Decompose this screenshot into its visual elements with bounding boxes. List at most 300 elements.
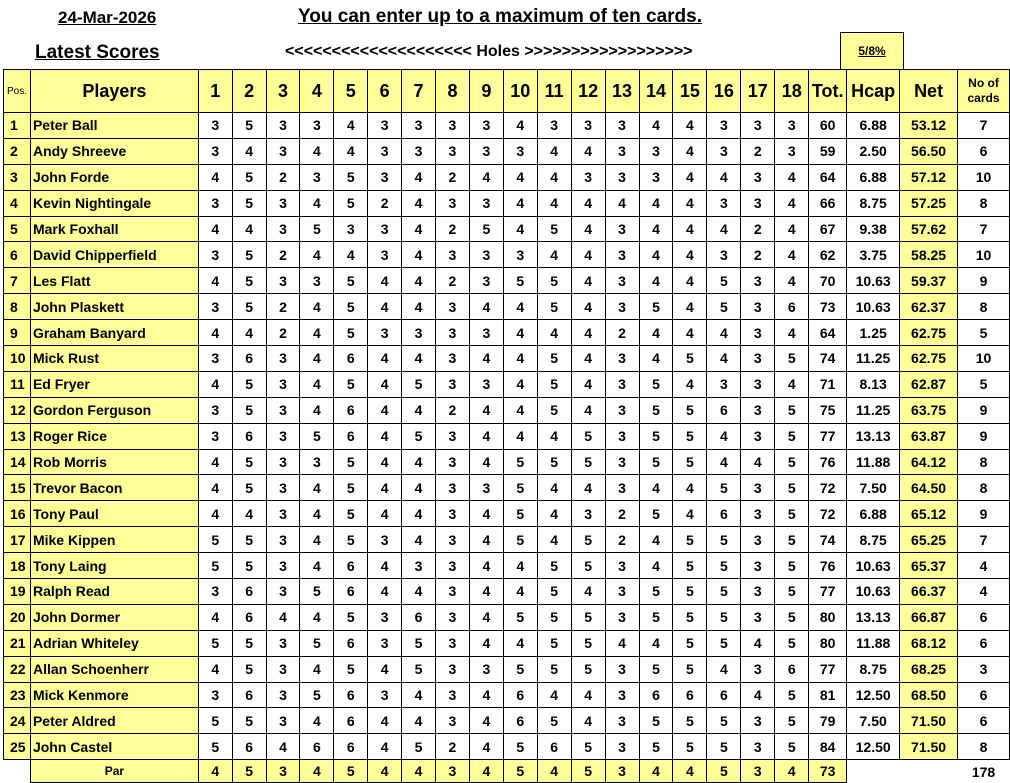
table-row bbox=[4, 371, 1010, 397]
hole-score-cell: 3 bbox=[469, 138, 503, 164]
hole-score-cell: 3 bbox=[605, 579, 639, 605]
net-score-cell: 62.87 bbox=[900, 371, 958, 397]
col-header-hole-13: 13 bbox=[605, 70, 639, 113]
cards-count-cell: 8 bbox=[958, 475, 1010, 501]
hole-score-cell: 5 bbox=[775, 397, 809, 423]
player-name-cell: Mick Kenmore bbox=[30, 682, 198, 708]
hole-score-cell: 4 bbox=[537, 501, 571, 527]
hole-score-cell: 5 bbox=[571, 553, 605, 579]
hole-score-cell: 4 bbox=[198, 501, 232, 527]
hole-score-cell: 4 bbox=[300, 501, 334, 527]
hole-score-cell: 3 bbox=[266, 527, 300, 553]
hole-score-cell: 5 bbox=[334, 527, 368, 553]
hole-score-cell: 3 bbox=[266, 553, 300, 579]
hole-score-cell: 4 bbox=[639, 190, 673, 216]
hole-score-cell: 3 bbox=[198, 113, 232, 139]
hole-score-cell: 3 bbox=[605, 734, 639, 760]
total-cell: 77 bbox=[809, 656, 847, 682]
table-row bbox=[4, 113, 1010, 139]
hole-score-cell: 4 bbox=[707, 216, 741, 242]
position-cell: 24 bbox=[4, 708, 31, 734]
hole-score-cell: 5 bbox=[775, 708, 809, 734]
player-name-cell: Peter Ball bbox=[30, 113, 198, 139]
hole-score-cell: 5 bbox=[673, 734, 707, 760]
col-header-hole-6: 6 bbox=[368, 70, 402, 113]
hole-score-cell: 3 bbox=[741, 708, 775, 734]
par-hole-1: 4 bbox=[198, 760, 232, 783]
hole-score-cell: 5 bbox=[300, 216, 334, 242]
hole-score-cell: 5 bbox=[707, 708, 741, 734]
date-label: 24-Mar-2026 bbox=[58, 8, 157, 27]
par-label: Par bbox=[30, 760, 198, 783]
hole-score-cell: 6 bbox=[232, 734, 266, 760]
hole-score-cell: 5 bbox=[537, 216, 571, 242]
hole-score-cell: 5 bbox=[334, 449, 368, 475]
net-score-cell: 64.50 bbox=[900, 475, 958, 501]
hole-score-cell: 4 bbox=[402, 216, 436, 242]
hole-score-cell: 5 bbox=[673, 630, 707, 656]
hole-score-cell: 4 bbox=[368, 708, 402, 734]
handicap-cell: 11.88 bbox=[847, 630, 900, 656]
hole-score-cell: 3 bbox=[368, 630, 402, 656]
hole-score-cell: 3 bbox=[469, 656, 503, 682]
hole-score-cell: 3 bbox=[741, 320, 775, 346]
hole-score-cell: 4 bbox=[639, 630, 673, 656]
handicap-cell: 13.13 bbox=[847, 423, 900, 449]
total-cell: 67 bbox=[809, 216, 847, 242]
hole-score-cell: 4 bbox=[673, 268, 707, 294]
hole-score-cell: 3 bbox=[368, 320, 402, 346]
hole-score-cell: 3 bbox=[605, 656, 639, 682]
cards-count-cell: 10 bbox=[958, 242, 1010, 268]
total-cell: 64 bbox=[809, 320, 847, 346]
col-header-hole-15: 15 bbox=[673, 70, 707, 113]
hole-score-cell: 4 bbox=[639, 242, 673, 268]
table-row bbox=[4, 190, 1010, 216]
hole-score-cell: 4 bbox=[402, 294, 436, 320]
hole-score-cell: 4 bbox=[571, 242, 605, 268]
hole-score-cell: 4 bbox=[673, 242, 707, 268]
hole-score-cell: 3 bbox=[436, 138, 470, 164]
hole-score-cell: 3 bbox=[741, 553, 775, 579]
col-header-hole-16: 16 bbox=[707, 70, 741, 113]
hole-score-cell: 5 bbox=[537, 630, 571, 656]
hole-score-cell: 4 bbox=[300, 242, 334, 268]
hole-score-cell: 3 bbox=[741, 501, 775, 527]
hole-score-cell: 3 bbox=[198, 423, 232, 449]
cards-count-cell: 8 bbox=[958, 734, 1010, 760]
hole-score-cell: 3 bbox=[334, 216, 368, 242]
hole-score-cell: 4 bbox=[639, 346, 673, 372]
hole-score-cell: 3 bbox=[537, 113, 571, 139]
hole-score-cell: 3 bbox=[741, 346, 775, 372]
par-hole-14: 4 bbox=[639, 760, 673, 783]
col-header-hole-5: 5 bbox=[334, 70, 368, 113]
hole-score-cell: 4 bbox=[503, 423, 537, 449]
table-row bbox=[4, 216, 1010, 242]
hole-score-cell: 3 bbox=[605, 423, 639, 449]
hole-score-cell: 5 bbox=[775, 501, 809, 527]
position-cell: 10 bbox=[4, 346, 31, 372]
hole-score-cell: 5 bbox=[503, 501, 537, 527]
hole-score-cell: 4 bbox=[198, 320, 232, 346]
hole-score-cell: 4 bbox=[469, 397, 503, 423]
hole-score-cell: 3 bbox=[368, 113, 402, 139]
table-row bbox=[4, 682, 1010, 708]
handicap-cell: 11.25 bbox=[847, 346, 900, 372]
handicap-cell: 8.75 bbox=[847, 527, 900, 553]
position-cell: 17 bbox=[4, 527, 31, 553]
col-header-cards: No of cards bbox=[958, 70, 1010, 113]
cards-count-cell: 5 bbox=[958, 320, 1010, 346]
net-score-cell: 53.12 bbox=[900, 113, 958, 139]
hole-score-cell: 6 bbox=[232, 579, 266, 605]
hole-score-cell: 3 bbox=[605, 682, 639, 708]
player-name-cell: Andy Shreeve bbox=[30, 138, 198, 164]
hole-score-cell: 2 bbox=[266, 242, 300, 268]
hole-score-cell: 5 bbox=[503, 527, 537, 553]
handicap-cell: 12.50 bbox=[847, 682, 900, 708]
position-cell: 19 bbox=[4, 579, 31, 605]
par-hole-2: 5 bbox=[232, 760, 266, 783]
par-hole-15: 4 bbox=[673, 760, 707, 783]
hole-score-cell: 4 bbox=[673, 475, 707, 501]
hole-score-cell: 6 bbox=[537, 734, 571, 760]
hole-score-cell: 6 bbox=[232, 346, 266, 372]
player-name-cell: Mike Kippen bbox=[30, 527, 198, 553]
par-hole-5: 5 bbox=[334, 760, 368, 783]
hole-score-cell: 5 bbox=[198, 630, 232, 656]
col-header-hole-14: 14 bbox=[639, 70, 673, 113]
hole-score-cell: 6 bbox=[334, 630, 368, 656]
col-header-hole-7: 7 bbox=[402, 70, 436, 113]
hole-score-cell: 5 bbox=[334, 604, 368, 630]
hole-score-cell: 5 bbox=[639, 604, 673, 630]
hole-score-cell: 3 bbox=[436, 294, 470, 320]
hole-score-cell: 5 bbox=[639, 579, 673, 605]
player-name-cell: David Chipperfield bbox=[30, 242, 198, 268]
hole-score-cell: 4 bbox=[300, 553, 334, 579]
position-cell: 5 bbox=[4, 216, 31, 242]
table-row bbox=[4, 397, 1010, 423]
hole-score-cell: 5 bbox=[503, 656, 537, 682]
hole-score-cell: 2 bbox=[741, 216, 775, 242]
hole-score-cell: 4 bbox=[402, 501, 436, 527]
cards-count-cell: 7 bbox=[958, 216, 1010, 242]
hole-score-cell: 2 bbox=[605, 501, 639, 527]
total-cell: 60 bbox=[809, 113, 847, 139]
hole-score-cell: 2 bbox=[436, 268, 470, 294]
total-cell: 66 bbox=[809, 190, 847, 216]
hole-score-cell: 5 bbox=[232, 656, 266, 682]
hole-score-cell: 5 bbox=[537, 397, 571, 423]
hole-score-cell: 3 bbox=[605, 371, 639, 397]
hole-score-cell: 4 bbox=[537, 423, 571, 449]
hole-score-cell: 5 bbox=[673, 527, 707, 553]
hole-score-cell: 4 bbox=[402, 242, 436, 268]
hole-score-cell: 2 bbox=[436, 164, 470, 190]
hole-score-cell: 3 bbox=[605, 708, 639, 734]
hole-score-cell: 3 bbox=[639, 138, 673, 164]
hole-score-cell: 4 bbox=[368, 579, 402, 605]
par-row bbox=[4, 760, 1010, 783]
hole-score-cell: 5 bbox=[673, 449, 707, 475]
hole-score-cell: 3 bbox=[605, 268, 639, 294]
hole-score-cell: 4 bbox=[605, 190, 639, 216]
hole-score-cell: 3 bbox=[402, 320, 436, 346]
net-score-cell: 63.87 bbox=[900, 423, 958, 449]
hole-score-cell: 4 bbox=[775, 216, 809, 242]
cards-count-cell: 6 bbox=[958, 682, 1010, 708]
hole-score-cell: 3 bbox=[741, 475, 775, 501]
col-header-hole-8: 8 bbox=[436, 70, 470, 113]
hole-score-cell: 5 bbox=[198, 734, 232, 760]
hole-score-cell: 4 bbox=[232, 320, 266, 346]
hole-score-cell: 5 bbox=[571, 656, 605, 682]
net-score-cell: 68.50 bbox=[900, 682, 958, 708]
col-header-pos: Pos. bbox=[4, 70, 31, 113]
hole-score-cell: 4 bbox=[707, 164, 741, 190]
hole-score-cell: 4 bbox=[639, 320, 673, 346]
hole-score-cell: 4 bbox=[402, 397, 436, 423]
handicap-cell: 9.38 bbox=[847, 216, 900, 242]
hole-score-cell: 4 bbox=[605, 630, 639, 656]
hole-score-cell: 5 bbox=[232, 475, 266, 501]
hole-score-cell: 3 bbox=[436, 501, 470, 527]
hole-score-cell: 5 bbox=[639, 423, 673, 449]
par-blank-hcap bbox=[847, 760, 900, 783]
total-cell: 73 bbox=[809, 294, 847, 320]
hole-score-cell: 2 bbox=[605, 527, 639, 553]
net-score-cell: 59.37 bbox=[900, 268, 958, 294]
hole-score-cell: 2 bbox=[436, 216, 470, 242]
hole-score-cell: 5 bbox=[232, 527, 266, 553]
hole-score-cell: 3 bbox=[707, 138, 741, 164]
hole-score-cell: 5 bbox=[198, 527, 232, 553]
table-row bbox=[4, 553, 1010, 579]
handicap-cell: 2.50 bbox=[847, 138, 900, 164]
hole-score-cell: 4 bbox=[198, 371, 232, 397]
hole-score-cell: 3 bbox=[266, 268, 300, 294]
hole-score-cell: 3 bbox=[741, 397, 775, 423]
hole-score-cell: 6 bbox=[334, 708, 368, 734]
hole-score-cell: 5 bbox=[198, 708, 232, 734]
hole-score-cell: 4 bbox=[232, 216, 266, 242]
hole-score-cell: 5 bbox=[232, 113, 266, 139]
hole-score-cell: 2 bbox=[741, 138, 775, 164]
hole-score-cell: 6 bbox=[402, 604, 436, 630]
total-cell: 77 bbox=[809, 423, 847, 449]
net-score-cell: 65.25 bbox=[900, 527, 958, 553]
total-cell: 71 bbox=[809, 371, 847, 397]
hole-score-cell: 4 bbox=[266, 604, 300, 630]
position-cell: 22 bbox=[4, 656, 31, 682]
allowance-box bbox=[840, 32, 904, 69]
hole-score-cell: 5 bbox=[402, 630, 436, 656]
hole-score-cell: 4 bbox=[673, 113, 707, 139]
hole-score-cell: 4 bbox=[232, 138, 266, 164]
hole-score-cell: 5 bbox=[232, 630, 266, 656]
position-cell: 18 bbox=[4, 553, 31, 579]
hole-score-cell: 5 bbox=[537, 268, 571, 294]
par-hole-9: 4 bbox=[469, 760, 503, 783]
hole-score-cell: 5 bbox=[775, 449, 809, 475]
hole-score-cell: 3 bbox=[741, 371, 775, 397]
hole-score-cell: 4 bbox=[503, 346, 537, 372]
hole-score-cell: 4 bbox=[402, 527, 436, 553]
hole-score-cell: 6 bbox=[334, 734, 368, 760]
hole-score-cell: 4 bbox=[741, 682, 775, 708]
hole-score-cell: 5 bbox=[334, 475, 368, 501]
hole-score-cell: 5 bbox=[673, 579, 707, 605]
table-row bbox=[4, 630, 1010, 656]
hole-score-cell: 2 bbox=[368, 190, 402, 216]
hole-score-cell: 5 bbox=[775, 604, 809, 630]
net-score-cell: 62.75 bbox=[900, 346, 958, 372]
position-cell: 4 bbox=[4, 190, 31, 216]
hole-score-cell: 4 bbox=[503, 553, 537, 579]
player-name-cell: Les Flatt bbox=[30, 268, 198, 294]
hole-score-cell: 3 bbox=[300, 449, 334, 475]
hole-score-cell: 4 bbox=[469, 423, 503, 449]
player-name-cell: John Castel bbox=[30, 734, 198, 760]
hole-score-cell: 3 bbox=[775, 138, 809, 164]
handicap-cell: 3.75 bbox=[847, 242, 900, 268]
allowance-link[interactable]: 5/8% bbox=[858, 44, 886, 58]
total-cell: 72 bbox=[809, 501, 847, 527]
cards-count-cell: 9 bbox=[958, 268, 1010, 294]
hole-score-cell: 4 bbox=[368, 371, 402, 397]
hole-score-cell: 5 bbox=[639, 371, 673, 397]
position-cell: 16 bbox=[4, 501, 31, 527]
hole-score-cell: 3 bbox=[436, 527, 470, 553]
total-cell: 76 bbox=[809, 553, 847, 579]
position-cell: 8 bbox=[4, 294, 31, 320]
player-name-cell: Mark Foxhall bbox=[30, 216, 198, 242]
hole-score-cell: 5 bbox=[571, 449, 605, 475]
par-blank-net bbox=[900, 760, 958, 783]
hole-score-cell: 3 bbox=[436, 604, 470, 630]
total-cell: 59 bbox=[809, 138, 847, 164]
hole-score-cell: 3 bbox=[198, 294, 232, 320]
cards-count-cell: 6 bbox=[958, 708, 1010, 734]
par-total: 73 bbox=[809, 760, 847, 783]
hole-score-cell: 4 bbox=[402, 475, 436, 501]
hole-score-cell: 4 bbox=[300, 190, 334, 216]
hole-score-cell: 3 bbox=[266, 682, 300, 708]
hole-score-cell: 5 bbox=[232, 268, 266, 294]
hole-score-cell: 4 bbox=[402, 708, 436, 734]
hole-score-cell: 3 bbox=[436, 553, 470, 579]
hole-score-cell: 4 bbox=[300, 475, 334, 501]
hole-score-cell: 3 bbox=[436, 708, 470, 734]
position-cell: 20 bbox=[4, 604, 31, 630]
hole-score-cell: 3 bbox=[266, 579, 300, 605]
handicap-cell: 1.25 bbox=[847, 320, 900, 346]
hole-score-cell: 6 bbox=[232, 423, 266, 449]
hole-score-cell: 3 bbox=[198, 682, 232, 708]
hole-score-cell: 4 bbox=[198, 216, 232, 242]
total-cell: 74 bbox=[809, 346, 847, 372]
hole-score-cell: 5 bbox=[775, 553, 809, 579]
hole-score-cell: 6 bbox=[232, 682, 266, 708]
hole-score-cell: 5 bbox=[300, 423, 334, 449]
hole-score-cell: 3 bbox=[436, 579, 470, 605]
hole-score-cell: 5 bbox=[334, 294, 368, 320]
hole-score-cell: 4 bbox=[402, 190, 436, 216]
hole-score-cell: 3 bbox=[266, 501, 300, 527]
hole-score-cell: 3 bbox=[402, 113, 436, 139]
hole-score-cell: 4 bbox=[571, 371, 605, 397]
hole-score-cell: 4 bbox=[300, 371, 334, 397]
hole-score-cell: 3 bbox=[469, 371, 503, 397]
hole-score-cell: 5 bbox=[639, 449, 673, 475]
position-cell: 15 bbox=[4, 475, 31, 501]
col-header-hcap: Hcap bbox=[847, 70, 900, 113]
hole-score-cell: 4 bbox=[639, 527, 673, 553]
hole-score-cell: 4 bbox=[266, 734, 300, 760]
handicap-cell: 7.50 bbox=[847, 475, 900, 501]
hole-score-cell: 6 bbox=[334, 423, 368, 449]
net-score-cell: 71.50 bbox=[900, 734, 958, 760]
net-score-cell: 56.50 bbox=[900, 138, 958, 164]
hole-score-cell: 5 bbox=[232, 164, 266, 190]
hole-score-cell: 4 bbox=[469, 708, 503, 734]
hole-score-cell: 4 bbox=[232, 501, 266, 527]
hole-score-cell: 5 bbox=[503, 449, 537, 475]
table-row bbox=[4, 475, 1010, 501]
hole-score-cell: 3 bbox=[469, 242, 503, 268]
position-cell: 9 bbox=[4, 320, 31, 346]
cards-count-cell: 6 bbox=[958, 138, 1010, 164]
hole-score-cell: 4 bbox=[639, 113, 673, 139]
cards-count-cell: 9 bbox=[958, 501, 1010, 527]
position-cell: 11 bbox=[4, 371, 31, 397]
hole-score-cell: 3 bbox=[266, 449, 300, 475]
hole-score-cell: 4 bbox=[775, 164, 809, 190]
cards-count-cell: 4 bbox=[958, 579, 1010, 605]
table-row bbox=[4, 527, 1010, 553]
hole-score-cell: 5 bbox=[707, 527, 741, 553]
hole-score-cell: 4 bbox=[673, 138, 707, 164]
handicap-cell: 11.88 bbox=[847, 449, 900, 475]
table-row bbox=[4, 138, 1010, 164]
hole-score-cell: 4 bbox=[537, 242, 571, 268]
hole-score-cell: 4 bbox=[775, 242, 809, 268]
hole-score-cell: 3 bbox=[266, 216, 300, 242]
hole-score-cell: 3 bbox=[368, 138, 402, 164]
hole-score-cell: 3 bbox=[436, 346, 470, 372]
player-name-cell: Adrian Whiteley bbox=[30, 630, 198, 656]
hole-score-cell: 5 bbox=[469, 216, 503, 242]
position-cell: 7 bbox=[4, 268, 31, 294]
hole-score-cell: 4 bbox=[402, 164, 436, 190]
table-row bbox=[4, 449, 1010, 475]
hole-score-cell: 3 bbox=[775, 113, 809, 139]
position-cell: 25 bbox=[4, 734, 31, 760]
hole-score-cell: 3 bbox=[368, 682, 402, 708]
table-row bbox=[4, 268, 1010, 294]
hole-score-cell: 5 bbox=[571, 734, 605, 760]
hole-score-cell: 3 bbox=[605, 449, 639, 475]
total-cell: 77 bbox=[809, 579, 847, 605]
net-score-cell: 62.37 bbox=[900, 294, 958, 320]
col-header-hole-10: 10 bbox=[503, 70, 537, 113]
position-cell: 14 bbox=[4, 449, 31, 475]
player-name-cell: Graham Banyard bbox=[30, 320, 198, 346]
hole-score-cell: 4 bbox=[503, 320, 537, 346]
hole-score-cell: 3 bbox=[469, 113, 503, 139]
